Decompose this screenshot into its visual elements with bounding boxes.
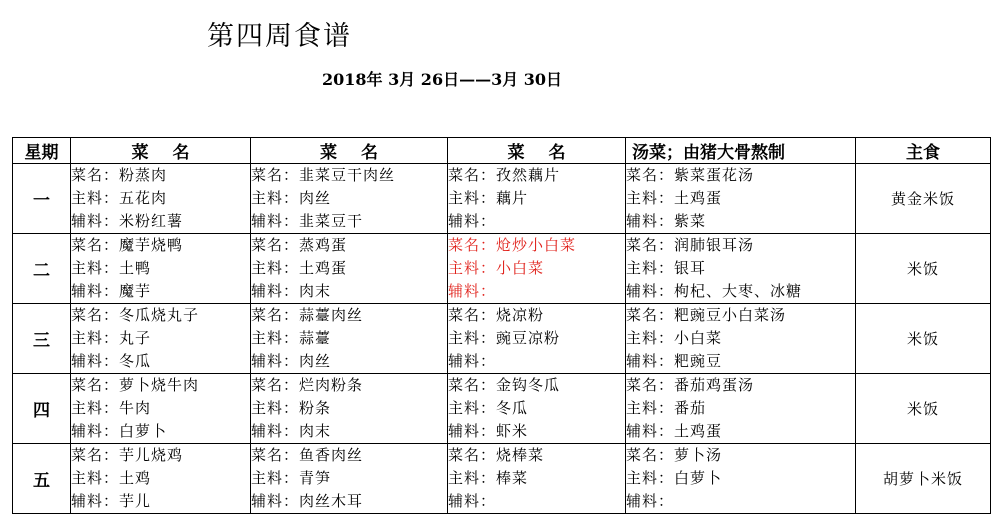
side-ingredient-value: 虾米: [496, 422, 529, 440]
side-ingredient-line: [71, 420, 250, 443]
dish-cell: [448, 374, 626, 444]
dish-name-line: [251, 444, 447, 467]
side-ingredient-label: 辅料：: [448, 282, 497, 300]
dish-name-label: 菜名：: [251, 236, 300, 254]
dish-name-line: [626, 444, 855, 467]
header-dish-1: [71, 138, 251, 164]
side-ingredient-value: 肉丝木耳: [299, 492, 364, 510]
side-ingredient-label: 辅料：: [71, 352, 120, 370]
dish-cell: [71, 234, 251, 304]
dish-name-value: 金钩冬瓜: [496, 376, 561, 394]
main-ingredient-line: [71, 397, 250, 420]
side-ingredient-label: 辅料：: [448, 212, 497, 230]
day-cell: 二: [13, 234, 71, 304]
dish-name-label: 菜名：: [626, 446, 675, 464]
side-ingredient-line: [626, 350, 855, 373]
dish-name-label: 菜名：: [626, 376, 675, 394]
main-ingredient-value: 白萝卜: [674, 469, 723, 487]
main-ingredient-value: 棒菜: [496, 469, 529, 487]
main-ingredient-line: [71, 467, 250, 490]
day-row: [13, 164, 991, 234]
day-row: [13, 444, 991, 514]
main-ingredient-label: 主料：: [626, 329, 675, 347]
main-ingredient-line: [251, 467, 447, 490]
main-ingredient-value: 番茄: [674, 399, 707, 417]
side-ingredient-line: [71, 350, 250, 373]
dish-cell: [251, 374, 448, 444]
dish-name-value: 紫菜蛋花汤: [674, 166, 755, 184]
main-ingredient-label: 主料：: [251, 189, 300, 207]
side-ingredient-line: [626, 210, 855, 233]
dish-name-label: 菜名：: [71, 306, 120, 324]
main-ingredient-label: 主料：: [71, 189, 120, 207]
dish-name-line: [71, 304, 250, 327]
dish-name-value: 粑豌豆小白菜汤: [674, 306, 787, 324]
main-ingredient-value: 粉条: [299, 399, 332, 417]
side-ingredient-line: [626, 420, 855, 443]
dish-name-label: 菜名：: [71, 166, 120, 184]
dish-name-line: [71, 164, 250, 187]
main-ingredient-value: 豌豆凉粉: [496, 329, 561, 347]
dish-cell: [251, 444, 448, 514]
side-ingredient-line: [626, 280, 855, 303]
dish-cell: [448, 164, 626, 234]
side-ingredient-line: [251, 210, 447, 233]
side-ingredient-value: 土鸡蛋: [674, 422, 723, 440]
dish-cell: [71, 304, 251, 374]
side-ingredient-value: 肉末: [299, 422, 332, 440]
dish-name-line: [626, 304, 855, 327]
header-dish-2-char-1: 菜: [320, 143, 337, 163]
main-ingredient-line: [71, 187, 250, 210]
main-ingredient-label: 主料：: [626, 189, 675, 207]
dish-cell: [251, 164, 448, 234]
side-ingredient-value: 韭菜豆干: [299, 212, 364, 230]
main-ingredient-value: 银耳: [674, 259, 707, 277]
main-ingredient-line: [448, 467, 625, 490]
main-ingredient-line: [71, 257, 250, 280]
side-ingredient-line: [251, 420, 447, 443]
dish-name-value: 烧棒菜: [496, 446, 545, 464]
side-ingredient-line: [448, 280, 625, 303]
dish-name-line: [448, 444, 625, 467]
dish-name-label: 菜名：: [626, 306, 675, 324]
main-ingredient-value: 蒜薹: [299, 329, 332, 347]
side-ingredient-line: [251, 490, 447, 513]
main-ingredient-value: 土鸡蛋: [674, 189, 723, 207]
dish-name-line: [251, 304, 447, 327]
soup-cell: [626, 374, 856, 444]
main-ingredient-label: 主料：: [448, 399, 497, 417]
main-ingredient-label: 主料：: [71, 259, 120, 277]
staple-cell: 黄金米饭: [856, 164, 991, 234]
main-ingredient-label: 主料：: [71, 469, 120, 487]
main-ingredient-label: 主料：: [71, 399, 120, 417]
dish-name-value: 烂肉粉条: [299, 376, 364, 394]
main-ingredient-value: 冬瓜: [496, 399, 529, 417]
main-ingredient-line: [626, 467, 855, 490]
dish-name-line: [626, 374, 855, 397]
staple-cell: 米饭: [856, 304, 991, 374]
dish-name-value: 韭菜豆干肉丝: [299, 166, 396, 184]
dish-name-label: 菜名：: [448, 306, 497, 324]
dish-cell: [251, 304, 448, 374]
dish-name-line: [448, 304, 625, 327]
header-dish-2: [251, 138, 448, 164]
side-ingredient-line: [251, 280, 447, 303]
main-ingredient-value: 五花肉: [119, 189, 168, 207]
main-ingredient-label: 主料：: [448, 469, 497, 487]
side-ingredient-line: [251, 350, 447, 373]
dish-name-label: 菜名：: [251, 166, 300, 184]
dish-cell: [71, 374, 251, 444]
day-cell: 三: [13, 304, 71, 374]
menu-body: [13, 164, 991, 514]
soup-cell: [626, 304, 856, 374]
side-ingredient-label: 辅料：: [71, 212, 120, 230]
main-ingredient-line: [626, 397, 855, 420]
side-ingredient-label: 辅料：: [626, 282, 675, 300]
dish-name-line: [251, 374, 447, 397]
side-ingredient-label: 辅料：: [448, 422, 497, 440]
dish-name-line: [251, 234, 447, 257]
dish-cell: [448, 234, 626, 304]
side-ingredient-label: 辅料：: [448, 492, 497, 510]
main-ingredient-label: 主料：: [448, 329, 497, 347]
main-ingredient-value: 牛肉: [119, 399, 152, 417]
dish-name-label: 菜名：: [626, 166, 675, 184]
day-cell: 一: [13, 164, 71, 234]
side-ingredient-label: 辅料：: [626, 422, 675, 440]
side-ingredient-label: 辅料：: [71, 282, 120, 300]
side-ingredient-value: 冬瓜: [119, 352, 152, 370]
dish-name-label: 菜名：: [251, 376, 300, 394]
dish-name-line: [71, 374, 250, 397]
main-ingredient-value: 小白菜: [674, 329, 723, 347]
main-ingredient-value: 肉丝: [299, 189, 332, 207]
main-ingredient-line: [448, 187, 625, 210]
page-title: 第四周食谱: [207, 21, 352, 52]
dish-name-line: [71, 234, 250, 257]
dish-cell: [448, 304, 626, 374]
dish-name-line: [448, 374, 625, 397]
dish-name-label: 菜名：: [448, 166, 497, 184]
side-ingredient-label: 辅料：: [626, 352, 675, 370]
main-ingredient-line: [448, 257, 625, 280]
dish-name-value: 孜然藕片: [496, 166, 561, 184]
main-ingredient-line: [251, 397, 447, 420]
side-ingredient-label: 辅料：: [251, 282, 300, 300]
day-row: [13, 374, 991, 444]
dish-name-value: 烧凉粉: [496, 306, 545, 324]
header-soup: 汤菜；由猪大骨熬制: [626, 138, 856, 164]
day-cell: 四: [13, 374, 71, 444]
header-dish-3-char-1: 菜: [507, 143, 525, 163]
main-ingredient-line: [626, 327, 855, 350]
main-ingredient-label: 主料：: [251, 259, 300, 277]
dish-name-value: 蒸鸡蛋: [299, 236, 348, 254]
main-ingredient-line: [251, 257, 447, 280]
header-day: 星期: [13, 138, 71, 164]
dish-name-line: [626, 164, 855, 187]
main-ingredient-label: 主料：: [448, 189, 497, 207]
header-dish-1-char-1: 菜: [131, 143, 149, 163]
dish-cell: [448, 444, 626, 514]
side-ingredient-value: 肉末: [299, 282, 332, 300]
dish-name-value: 粉蒸肉: [119, 166, 168, 184]
soup-cell: [626, 234, 856, 304]
dish-name-value: 冬瓜烧丸子: [119, 306, 200, 324]
dish-name-line: [448, 164, 625, 187]
dish-name-label: 菜名：: [251, 306, 300, 324]
dish-name-label: 菜名：: [626, 236, 675, 254]
soup-cell: [626, 444, 856, 514]
side-ingredient-line: [448, 490, 625, 513]
side-ingredient-label: 辅料：: [251, 352, 300, 370]
side-ingredient-label: 辅料：: [251, 492, 300, 510]
day-row: [13, 234, 991, 304]
side-ingredient-label: 辅料：: [71, 422, 120, 440]
dish-name-line: [251, 164, 447, 187]
side-ingredient-value: 肉丝: [299, 352, 332, 370]
soup-cell: [626, 164, 856, 234]
dish-name-label: 菜名：: [71, 446, 120, 464]
side-ingredient-line: [448, 210, 625, 233]
staple-cell: 胡萝卜米饭: [856, 444, 991, 514]
side-ingredient-value: 白萝卜: [119, 422, 168, 440]
dish-cell: [71, 164, 251, 234]
dish-name-label: 菜名：: [71, 376, 120, 394]
main-ingredient-value: 土鸡蛋: [299, 259, 348, 277]
side-ingredient-label: 辅料：: [71, 492, 120, 510]
dish-name-value: 润肺银耳汤: [674, 236, 755, 254]
dish-name-value: 鱼香肉丝: [299, 446, 364, 464]
dish-name-line: [448, 234, 625, 257]
dish-name-value: 萝卜烧牛肉: [119, 376, 200, 394]
header-staple: 主食: [856, 138, 991, 164]
dish-name-value: 炝炒小白菜: [496, 236, 577, 254]
side-ingredient-value: 枸杞、大枣、冰糖: [674, 282, 803, 300]
header-dish-3-char-2: 名: [548, 143, 566, 163]
side-ingredient-label: 辅料：: [626, 492, 675, 510]
main-ingredient-label: 主料：: [251, 329, 300, 347]
main-ingredient-value: 土鸭: [119, 259, 152, 277]
dish-name-value: 魔芋烧鸭: [119, 236, 184, 254]
dish-name-line: [626, 234, 855, 257]
main-ingredient-label: 主料：: [251, 469, 300, 487]
main-ingredient-value: 丸子: [119, 329, 152, 347]
side-ingredient-value: 粑豌豆: [674, 352, 723, 370]
side-ingredient-line: [71, 280, 250, 303]
dish-name-value: 番茄鸡蛋汤: [674, 376, 755, 394]
day-row: [13, 304, 991, 374]
side-ingredient-line: [448, 350, 625, 373]
dish-name-label: 菜名：: [71, 236, 120, 254]
dish-name-label: 菜名：: [448, 446, 497, 464]
main-ingredient-value: 土鸡: [119, 469, 152, 487]
staple-cell: 米饭: [856, 234, 991, 304]
main-ingredient-line: [626, 187, 855, 210]
main-ingredient-label: 主料：: [448, 259, 497, 277]
side-ingredient-label: 辅料：: [251, 422, 300, 440]
main-ingredient-value: 小白菜: [496, 259, 545, 277]
side-ingredient-line: [448, 420, 625, 443]
main-ingredient-value: 青笋: [299, 469, 332, 487]
main-ingredient-label: 主料：: [626, 259, 675, 277]
staple-cell: 米饭: [856, 374, 991, 444]
dish-name-value: 萝卜汤: [674, 446, 723, 464]
header-dish-1-char-2: 名: [172, 143, 190, 163]
main-ingredient-line: [626, 257, 855, 280]
header-dish-3: [448, 138, 626, 164]
date-range: 2018年 3月 26日——3月 30日: [322, 70, 563, 89]
side-ingredient-line: [71, 210, 250, 233]
main-ingredient-label: 主料：: [71, 329, 120, 347]
side-ingredient-label: 辅料：: [251, 212, 300, 230]
dish-name-label: 菜名：: [448, 376, 497, 394]
main-ingredient-line: [251, 187, 447, 210]
header-row: [13, 138, 991, 164]
dish-name-value: 蒜薹肉丝: [299, 306, 364, 324]
side-ingredient-label: 辅料：: [626, 212, 675, 230]
main-ingredient-line: [448, 327, 625, 350]
menu-table: [12, 137, 991, 514]
side-ingredient-label: 辅料：: [448, 352, 497, 370]
dish-name-line: [71, 444, 250, 467]
main-ingredient-label: 主料：: [626, 469, 675, 487]
dish-name-label: 菜名：: [251, 446, 300, 464]
main-ingredient-line: [448, 397, 625, 420]
header-dish-2-char-2: 名: [361, 143, 378, 163]
dish-cell: [71, 444, 251, 514]
side-ingredient-value: 芋儿: [119, 492, 152, 510]
main-ingredient-line: [251, 327, 447, 350]
main-ingredient-label: 主料：: [626, 399, 675, 417]
side-ingredient-value: 紫菜: [674, 212, 707, 230]
main-ingredient-value: 藕片: [496, 189, 529, 207]
side-ingredient-value: 魔芋: [119, 282, 152, 300]
dish-cell: [251, 234, 448, 304]
side-ingredient-line: [71, 490, 250, 513]
main-ingredient-label: 主料：: [251, 399, 300, 417]
dish-name-label: 菜名：: [448, 236, 497, 254]
dish-name-value: 芋儿烧鸡: [119, 446, 184, 464]
day-cell: 五: [13, 444, 71, 514]
main-ingredient-line: [71, 327, 250, 350]
side-ingredient-line: [626, 490, 855, 513]
side-ingredient-value: 米粉红薯: [119, 212, 184, 230]
